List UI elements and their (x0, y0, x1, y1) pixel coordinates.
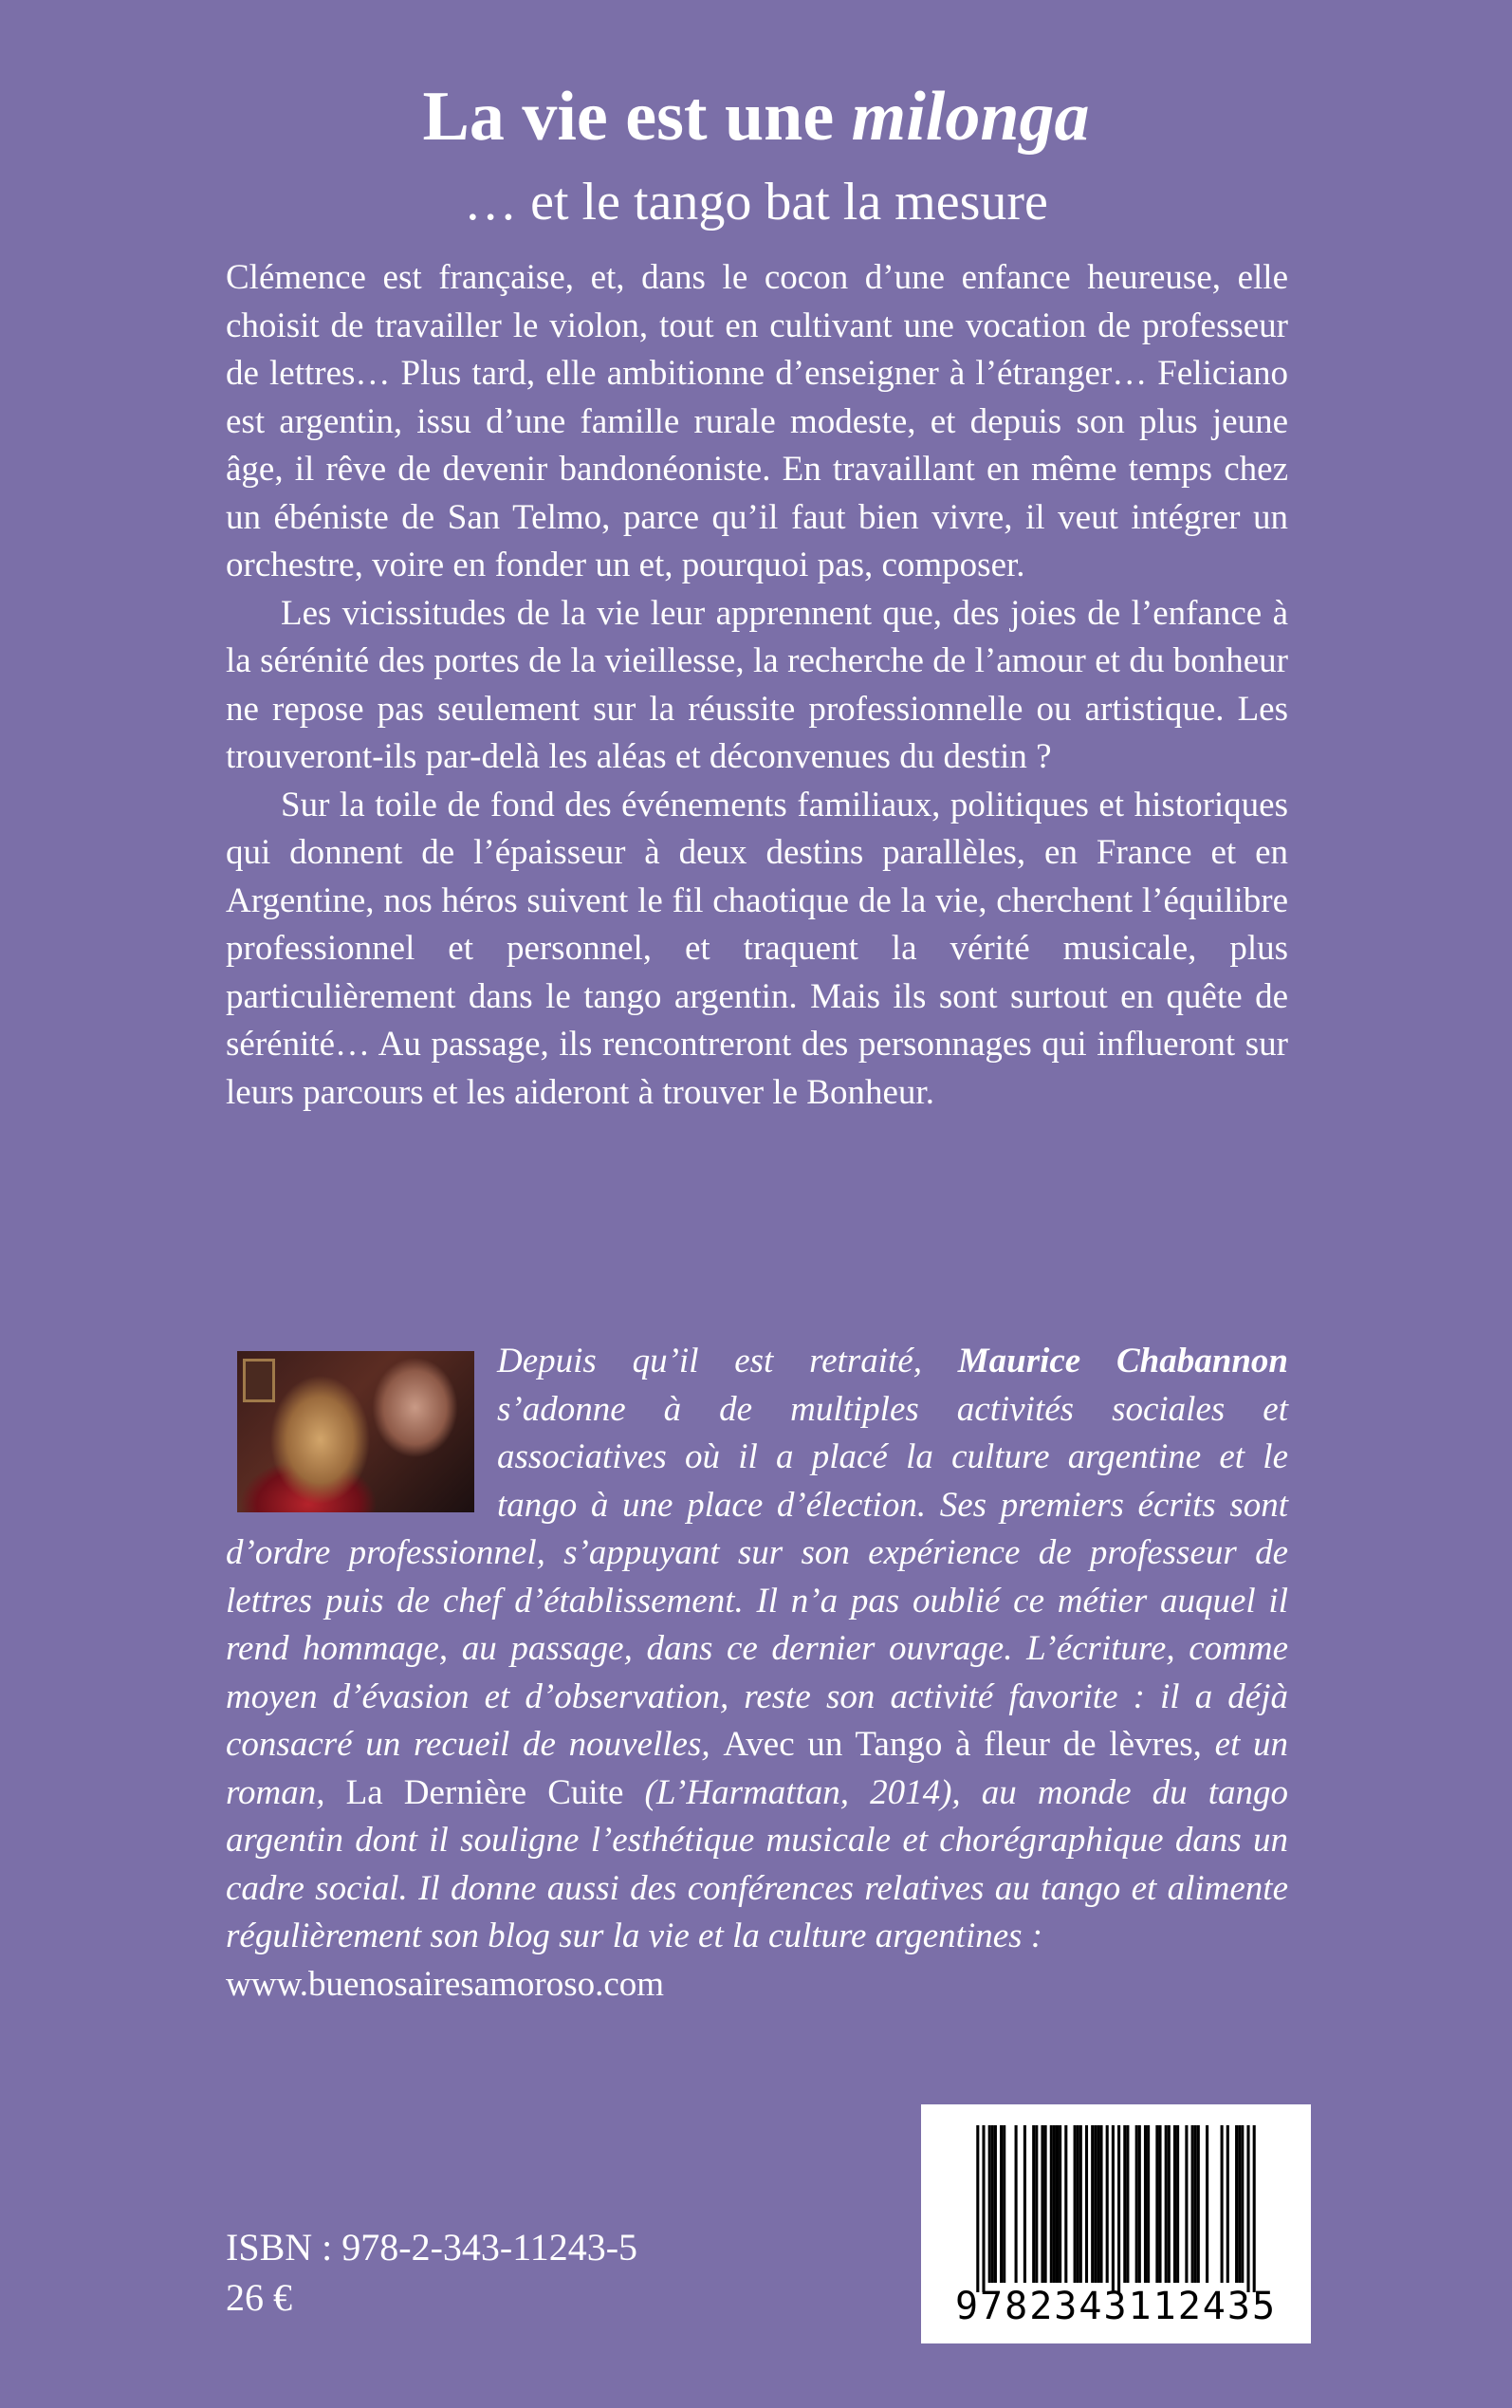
barcode-bar (1056, 2125, 1059, 2283)
barcode-bar (1155, 2125, 1158, 2283)
barcode-bar (1074, 2125, 1077, 2283)
barcode-bar (1194, 2125, 1197, 2283)
barcode-bar (1044, 2125, 1047, 2283)
barcode-bar (1144, 2125, 1147, 2283)
book-subtitle: … et le tango bat la mesure (464, 173, 1048, 232)
barcode-bar (1197, 2125, 1200, 2283)
barcode-bar (1097, 2125, 1099, 2283)
photo-frame-detail (243, 1359, 275, 1402)
barcode-bar (1147, 2125, 1150, 2283)
barcode-bar (1173, 2125, 1176, 2283)
barcode-bar (1064, 2125, 1067, 2283)
barcode-bar (1165, 2125, 1168, 2283)
book-title-italic: milonga (851, 78, 1090, 156)
synopsis-paragraph-3: Sur la toile de fond des événements familiaux, politiques et historiques qui donnent de l’épaisseur à deux destins parallèles, en France et en Argentine, nos héros suivent le fil chaotique de la vie, cherchent l’équilibre professionnel et personnel, et traquent la vérité musicale, plus particulièrement dans le tango argentin. Mais ils sont surtout en quête de sérénité… Au passage, ils rencontreront des personnages qui influeront sur leurs parcours et les aideront à trouver le Bonheur. (226, 785, 1288, 1112)
barcode-bar (1135, 2125, 1138, 2283)
book-title-2: La Dernière Cuite (345, 1772, 624, 1812)
barcode-bar (1091, 2125, 1094, 2283)
barcode-bar (994, 2125, 997, 2283)
barcode-bar (1235, 2125, 1238, 2283)
author-name: Maurice Chabannon (957, 1342, 1288, 1380)
barcode-bar (1099, 2125, 1102, 2283)
barcode-bar (1123, 2125, 1126, 2283)
isbn: ISBN : 978-2-343-11243-5 (226, 2226, 638, 2269)
barcode-bar (1158, 2125, 1161, 2283)
barcode-bar (1138, 2125, 1141, 2283)
barcode-bar (1085, 2125, 1088, 2283)
barcode-bar (1168, 2125, 1171, 2283)
barcode-bar (1094, 2125, 1097, 2283)
barcode-bar (1079, 2125, 1082, 2283)
barcode-number: 9782343112435 (954, 2285, 1278, 2328)
barcode-bar (1035, 2125, 1038, 2283)
barcode-bar (1238, 2125, 1241, 2283)
synopsis (226, 254, 1288, 1117)
barcode-bar (1253, 2125, 1256, 2292)
author-photo (237, 1351, 474, 1512)
barcode-bar (982, 2125, 985, 2292)
barcode-bar (1226, 2125, 1229, 2283)
barcode-bar (1041, 2125, 1043, 2283)
author-bio: Depuis qu’il est retraité, Maurice Chabannon s’adonne à de multiples activités sociales et associatives où il a placé la culture argentine et le tango à une place d’élection. Ses premiers écrits sont d’ordre professionnel, s’appuyant sur son expérience de professeur de lettres puis de chef d’établissement. Il n’a pas oublié ce métier auquel il rend hommage, au passage, dans ce dernier ouvrage. L’écriture, comme moyen d’évasion et d’observation, reste son activité favorite : il a déjà consacré un recueil de nouvelles, Avec un Tango à fleur de lèvres, et un roman, La Dernière Cuite (L’Harmattan, 2014), au monde du tango argentin dont il souligne l’esthétique musicale et chorégraphique dans un cadre social. Il donne aussi des conférences relatives au tango et alimente régulièrement son blog sur la vie et la culture argentines : www.buenosairesamoroso.com (226, 1338, 1288, 2009)
barcode-bar (988, 2125, 991, 2283)
barcode-bar (1053, 2125, 1056, 2283)
barcode (921, 2104, 1311, 2343)
barcode-bar (1015, 2125, 1018, 2283)
barcode-bar (1003, 2125, 1005, 2283)
barcode-bar (1000, 2125, 1003, 2283)
barcode-bar (1191, 2125, 1194, 2283)
barcode-bar (991, 2125, 994, 2283)
barcode-bar (976, 2125, 979, 2292)
barcode-bar (1112, 2125, 1115, 2292)
book-title-1: Avec un Tango à fleur de lèvres, (723, 1725, 1202, 1764)
barcode-bar (1106, 2125, 1109, 2283)
barcode-bar (1126, 2125, 1129, 2283)
synopsis-paragraph-2: Les vicissitudes de la vie leur apprennent que, des joies de l’enfance à la sérénité des portes de la vieillesse, la recherche de l’amour et du bonheur ne repose pas seulement sur la réussite professionnelle ou artistique. Les trouveront-ils par-delà les aléas et déconvenues du destin ? (226, 593, 1288, 776)
barcode-bar (1032, 2125, 1035, 2283)
barcode-bar (1117, 2125, 1120, 2292)
barcode-bar (1185, 2125, 1188, 2283)
barcode-bar (1059, 2125, 1061, 2283)
barcode-bar (1246, 2125, 1249, 2292)
barcode-bar (1241, 2125, 1244, 2283)
book-title: La vie est une milonga (422, 78, 1090, 156)
barcode-bar (1221, 2125, 1224, 2283)
barcode-bar (1176, 2125, 1179, 2283)
blog-url: www.buenosairesamoroso.com (226, 1964, 665, 2004)
barcode-bar (1077, 2125, 1079, 2283)
barcode-bar (1206, 2125, 1208, 2283)
barcode-bar (1050, 2125, 1053, 2283)
synopsis-paragraph-1: Clémence est française, et, dans le cocon d’une enfance heureuse, elle choisit de travailler le violon, tout en cultivant une vocation de professeur de lettres… Plus tard, elle ambitionne d’enseigner à l’étranger… Feliciano est argentin, issu d’une famille rurale modeste, et depuis son plus jeune âge, il rêve de devenir bandonéoniste. En travaillant en même temps chez un ébéniste de San Telmo, parce qu’il faut bien vivre, il veut intégrer un orchestre, voire en fonder un et, pourquoi pas, composer. (226, 258, 1288, 584)
price: 26 € (226, 2276, 292, 2319)
barcode-bar (1023, 2125, 1026, 2283)
